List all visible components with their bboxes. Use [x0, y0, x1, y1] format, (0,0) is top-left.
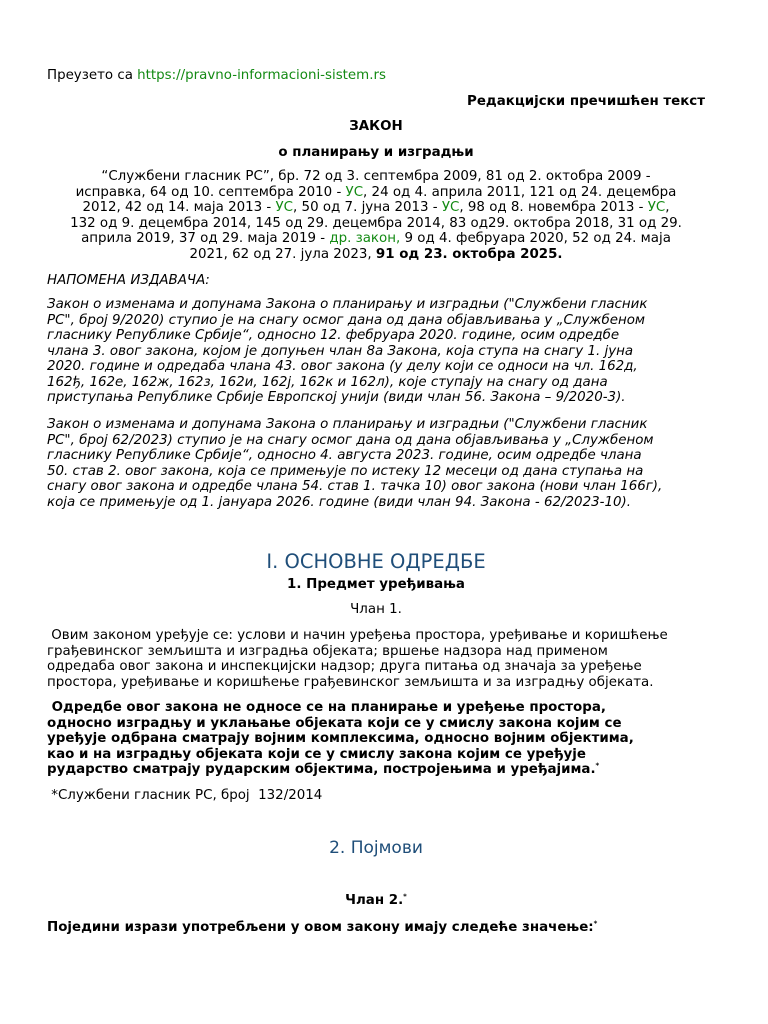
body-line: Овим законом уређује се: услови и начин уређења простора, уређивање и коришћење [47, 628, 668, 643]
dr-zakon-link[interactable]: др. закон, [329, 231, 401, 246]
note-line: 50. став 2. овог закона, која се примењује по истеку 12 месеци од дана ступања на [47, 463, 644, 479]
footnote-mark: * [403, 892, 407, 901]
edition-label: Редакцијски пречишћен текст [467, 94, 705, 109]
note-line: Закон о изменама и допунама Закона о планирању и изградњи ("Службени гласник [47, 297, 648, 312]
body-line: уређује одбрана сматрају војним комплексима, односно војним објектима, [47, 731, 634, 746]
body-line: рударство сматрају рударским објектима, постројењима и уређајима.* [47, 761, 600, 777]
law-subtitle: о планирању и изградњи [278, 145, 474, 160]
article-number: Члан 1. [350, 602, 402, 617]
body-line: као и на изградњу објеката који се у смислу закона којим се уређује [47, 746, 586, 762]
footnote-mark: * [595, 761, 600, 770]
article-1-paragraph-2 [47, 700, 705, 778]
gazette-line: исправка, 64 од 10. септембра 2010 - УС, 24 од 4. априла 2011, 121 од 24. децембра [75, 184, 677, 200]
gazette-line: “Службени гласник РС”, бр. 72 од 3. септембра 2009, 81 од 2. октобра 2009 - [101, 169, 651, 184]
us-link[interactable]: УС [345, 184, 364, 200]
source-link[interactable]: https://pravno-informacioni-sistem.rs [137, 68, 386, 83]
section-heading: I. ОСНОВНЕ ОДРЕДБЕ [266, 550, 486, 573]
gazette-line: 2012, 42 од 14. маја 2013 - УС, 50 од 7. јуна 2013 - УС, 98 од 8. новембра 2013 - УС, [82, 200, 670, 215]
body-line: грађевинског земљишта и изградња објеката; вршење надзора над применом [47, 643, 608, 659]
section-heading-2: 2. Појмови [329, 838, 423, 858]
law-title: ЗАКОН [349, 119, 403, 134]
note-line: гласнику Републике Србије“, односно 12. фебруара 2020. године, осим одредбе [47, 328, 620, 343]
article-2-intro: Поједини изрази употребљени у овом закону имају следеће значење:* [47, 919, 598, 935]
footnote-mark: * [593, 919, 598, 928]
gazette-line: 132 од 9. децембра 2014, 145 од 29. децембра 2014, 83 од29. октобра 2018, 31 од 29. [70, 215, 682, 231]
note-line: РС", број 9/2020) ступио је на снагу осмог дана од дана објављивања у „Службеном [47, 312, 645, 328]
body-line: Одредбе овог закона не односе се на планирање и уређење простора, [47, 700, 606, 715]
footnote: *Службени гласник РС, број 132/2014 [47, 788, 323, 803]
publisher-note-paragraph-1 [47, 297, 705, 406]
gazette-line: априла 2019, 37 од 29. маја 2019 - др. закон, 9 од 4. фебруара 2020, 52 од 24. маја [81, 231, 671, 246]
gazette-line: 2021, 62 од 27. јула 2023, 91 од 23. октобра 2025. [189, 246, 563, 262]
note-line: РС", број 62/2023) ступио је на снагу осмог дана од дана објављивања у „Службеном [47, 432, 654, 448]
article-1-paragraph-1 [47, 628, 705, 690]
body-line: одредаба овог закона и инспекцијски надзор; друга питања од значаја за уређење [47, 659, 642, 674]
note-line: 162ђ, 162е, 162ж, 162з, 162и, 162ј, 162к и 162л), које ступају на снагу од дана [47, 374, 608, 390]
source-line [47, 68, 705, 84]
note-line: гласнику Републике Србије“, односно 4. августа 2023. године, осим одредбе члана [47, 448, 642, 463]
note-line: која се примењује од 1. јануара 2026. године (види члан 94. Закона - 62/2023-10). [47, 494, 631, 510]
us-link[interactable]: УС [647, 200, 666, 215]
publisher-note-paragraph-2 [47, 417, 705, 510]
article-2-number: Члан 2.* [345, 892, 407, 908]
note-line: члана 3. овог закона, којом је допуњен члан 8а Закона, која ступа на снагу 1. јуна [47, 343, 634, 359]
us-link[interactable]: УС [441, 200, 460, 215]
subsection-heading: 1. Предмет уређивања [287, 577, 465, 592]
body-line: односно изградњу и уклањање објеката који се у смислу закона којим се [47, 715, 622, 731]
note-line: 2020. године и одредаба члана 43. овог закона (у делу који се односи на чл. 162д, [47, 359, 638, 374]
note-line: приступања Републике Србије Европској унији (види члан 56. Закона – 9/2020-3). [47, 390, 626, 405]
gazette-block [47, 169, 705, 262]
publisher-note-label: НАПОМЕНА ИЗДАВАЧА: [47, 273, 210, 288]
source-prefix: Преузето са [47, 68, 138, 83]
us-link[interactable]: УС [275, 200, 294, 215]
note-line: Закон о изменама и допунама Закона о планирању и изградњи ("Службени гласник [47, 417, 648, 432]
note-line: снагу овог закона и одредбе члана 54. став 1. тачка 10) овог закона (нови члан 166г), [47, 479, 663, 494]
body-line: простора, уређивање и коришћење грађевинског земљишта и за изградњу објеката. [47, 674, 654, 690]
